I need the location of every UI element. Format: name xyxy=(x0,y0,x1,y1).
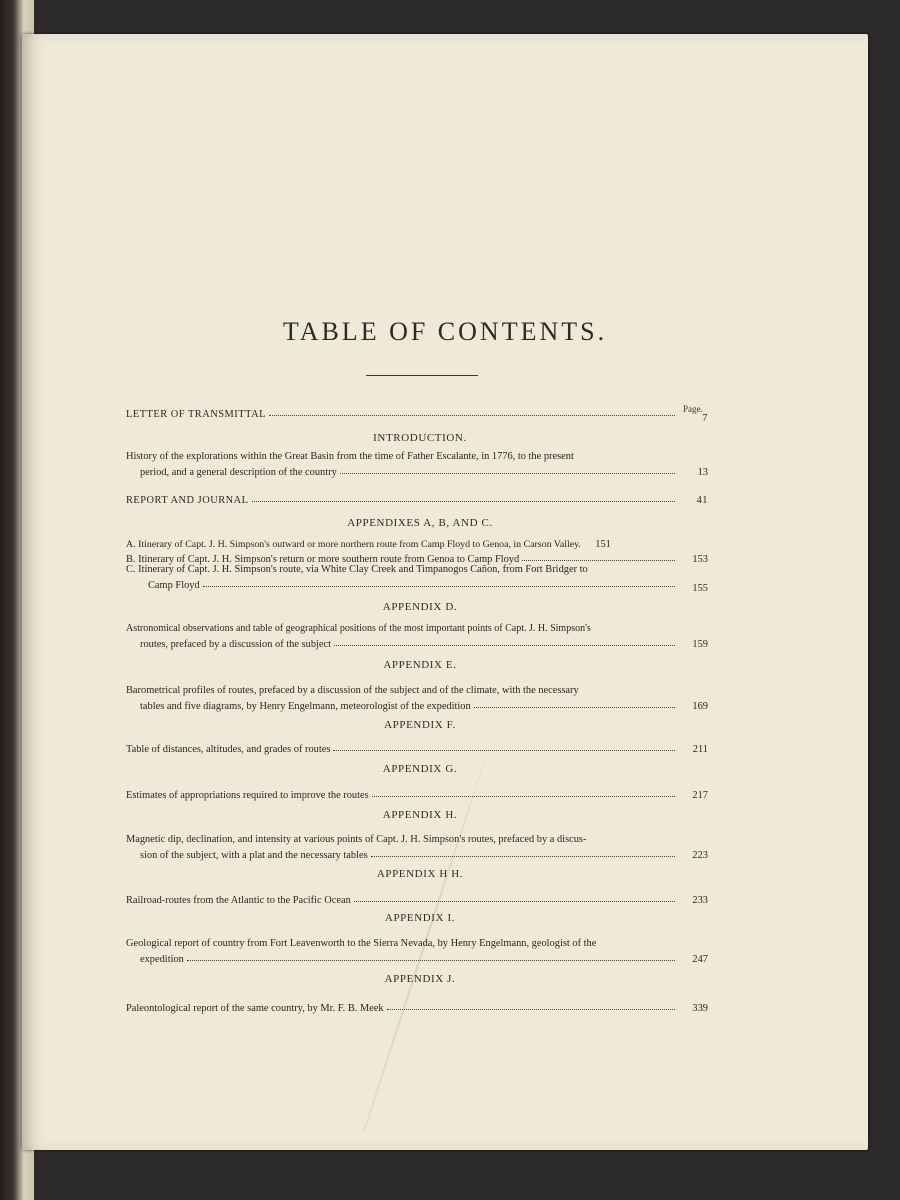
toc-entry-appendix-g xyxy=(126,787,708,803)
toc-entry-appendix-j xyxy=(126,1000,708,1016)
book-page xyxy=(22,34,868,1150)
toc-entry-line: Magnetic dip, declination, and intensity at various points of Capt. J. H. Simpson's routes, prefaced by a discus- xyxy=(126,834,587,845)
toc-entry-text: REPORT AND JOURNAL xyxy=(126,495,249,506)
leader-dots xyxy=(252,491,676,502)
section-heading-appendix-d: APPENDIX D. xyxy=(382,601,458,613)
toc-entry-text: A. Itinerary of Capt. J. H. Simpson's outward or more northern route from Camp Floyd to Genoa, in Carson Valley. xyxy=(126,539,581,550)
toc-entry-line: period, and a general description of the country xyxy=(140,466,337,478)
section-heading-appendix-g: APPENDIX G. xyxy=(382,763,458,775)
toc-entry-line: sion of the subject, with a plat and the necessary tables xyxy=(140,849,368,861)
toc-entry-text: Estimates of appropriations required to improve the routes xyxy=(126,790,369,801)
toc-entry-text: B. Itinerary of Capt. J. H. Simpson's return or more southern route from Genoa to Camp Floyd xyxy=(126,554,520,565)
section-heading-appendix-i: APPENDIX I. xyxy=(384,912,456,924)
toc-entry-text: Railroad-routes from the Atlantic to the Pacific Ocean xyxy=(126,895,351,906)
leader-dots xyxy=(372,786,675,797)
toc-page-number: 153 xyxy=(692,554,708,565)
toc-entry-line: History of the explorations within the Great Basin from the time of Father Escalante, in 1776, to the present xyxy=(126,451,574,462)
section-heading-appendix-f: APPENDIX F. xyxy=(384,719,456,731)
toc-page-number: 169 xyxy=(692,700,708,712)
toc-page-number: 159 xyxy=(692,638,708,650)
section-heading-introduction: INTRODUCTION. xyxy=(373,432,467,444)
leader-dots xyxy=(187,950,675,961)
toc-entry-line: C. Itinerary of Capt. J. H. Simpson's route, via White Clay Creek and Timpanogos Cañon, from Fort Bridger to xyxy=(126,564,588,575)
toc-page-number: 233 xyxy=(692,895,708,906)
toc-page-number: 211 xyxy=(692,744,708,755)
toc-entry-text: LETTER OF TRANSMITTAL xyxy=(126,409,266,420)
toc-page-number: 41 xyxy=(696,495,708,506)
section-heading-appendix-hh: APPENDIX H H. xyxy=(376,868,464,880)
toc-entry-appendix-d xyxy=(126,623,708,651)
toc-page-number: 151 xyxy=(595,539,611,550)
section-heading-appendixes-abc: APPENDIXES A, B, AND C. xyxy=(347,517,493,529)
toc-entry-line: Geological report of country from Fort Leavenworth to the Sierra Nevada, by Henry Engelmann, geologist of the xyxy=(126,938,597,949)
toc-entry-text: Table of distances, altitudes, and grades of routes xyxy=(126,744,331,755)
toc-entry-line: Astronomical observations and table of geographical positions of the most important points of Capt. J. H. Simpson's xyxy=(126,623,591,634)
toc-entry-appendix-e xyxy=(126,685,708,713)
toc-page-number: 155 xyxy=(692,582,708,594)
toc-entry-history xyxy=(126,451,708,479)
section-heading-appendix-e: APPENDIX E. xyxy=(383,659,457,671)
toc-page-number: 7 xyxy=(702,413,708,424)
leader-dots xyxy=(334,635,675,646)
leader-dots xyxy=(522,550,675,561)
leader-dots xyxy=(371,846,675,857)
section-heading-appendix-j: APPENDIX J. xyxy=(384,973,456,985)
toc-page-number: 217 xyxy=(692,790,708,801)
toc-entry-appendix-hh xyxy=(126,892,708,908)
leader-dots xyxy=(354,891,675,902)
section-heading-appendix-h: APPENDIX H. xyxy=(382,809,458,821)
toc-entry-appendix-f xyxy=(126,741,708,757)
toc-entry-appendix-c xyxy=(126,564,708,592)
toc-entry-appendix-i xyxy=(126,938,708,966)
toc-page-number: 223 xyxy=(692,849,708,861)
toc-entry-text: Paleontological report of the same country, by Mr. F. B. Meek xyxy=(126,1003,384,1014)
toc-page-number: 13 xyxy=(697,466,708,478)
toc-entry-line: tables and five diagrams, by Henry Engelmann, meteorologist of the expedition xyxy=(140,700,471,712)
leader-dots xyxy=(333,740,675,751)
leader-dots xyxy=(474,697,675,708)
toc-entry-line: Camp Floyd xyxy=(148,579,200,591)
title-rule xyxy=(366,375,478,376)
toc-page-number: 339 xyxy=(692,1003,708,1014)
page-title: TABLE OF CONTENTS. xyxy=(282,317,608,346)
toc-entry-line: Barometrical profiles of routes, prefaced by a discussion of the subject and of the climate, with the necessary xyxy=(126,685,579,696)
leader-dots xyxy=(387,999,675,1010)
leader-dots xyxy=(203,576,675,587)
toc-entry-line: expedition xyxy=(140,953,184,965)
toc-entry-line: routes, prefaced by a discussion of the subject xyxy=(140,638,332,650)
toc-entry-report xyxy=(126,492,708,508)
page-column-label: Page. xyxy=(683,404,703,414)
leader-dots xyxy=(340,463,675,474)
toc-page-number: 247 xyxy=(692,953,708,965)
toc-entry-letter xyxy=(126,406,708,422)
toc-entry-appendix-h xyxy=(126,834,708,862)
leader-dots xyxy=(269,405,675,416)
